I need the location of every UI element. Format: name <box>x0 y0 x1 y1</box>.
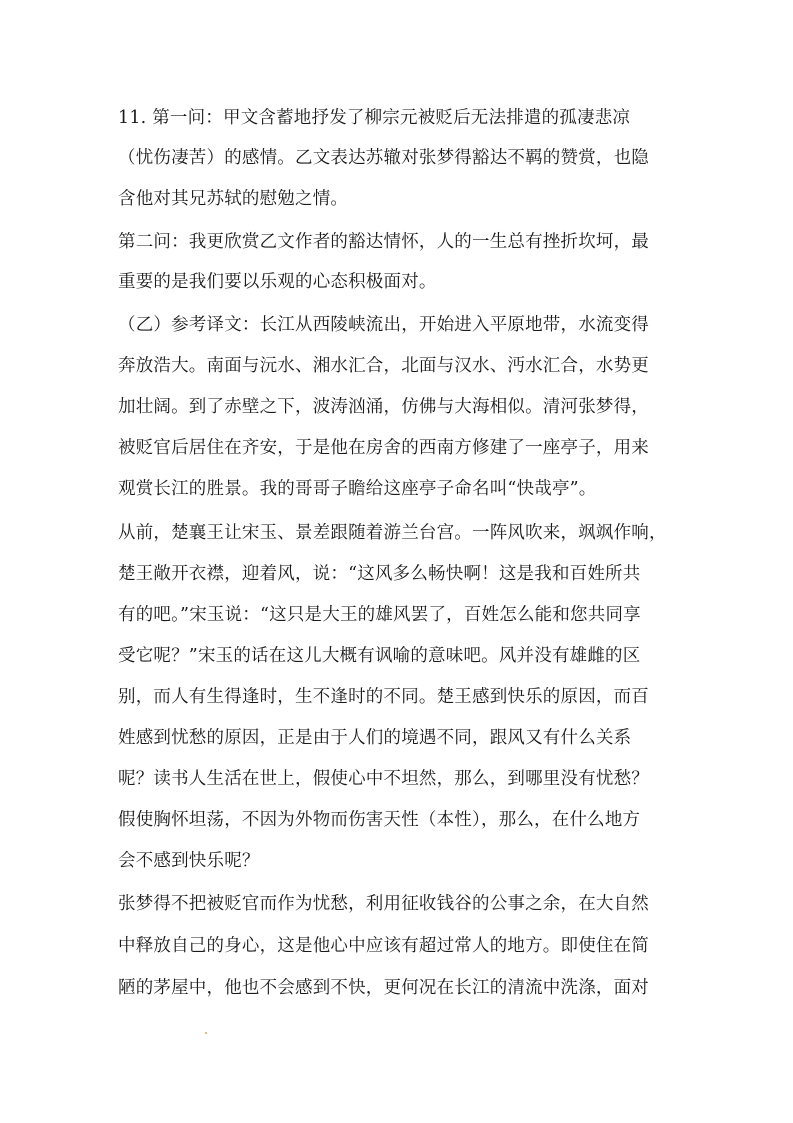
answer-11-line-3: 含他对其兄苏轼的慰勉之情。 <box>118 189 349 209</box>
translation-line-3: 加壮阔。到了赤壁之下，波涛汹涌，仿佛与大海相似。清河张梦得， <box>118 397 649 417</box>
scan-speck <box>205 1032 207 1034</box>
paragraph-2-line-6: 姓感到忧愁的原因，正是由于人们的境遇不同，跟风又有什么关系 <box>118 728 632 748</box>
translation-line-5: 观赏长江的胜景。我的哥哥子瞻给这座亭子命名叫“快哉亭”。 <box>118 479 597 499</box>
paragraph-2-line-3: 有的吧。”宋玉说：“这只是大王的雄风罢了，百姓怎么能和您共同享 <box>118 605 641 625</box>
paragraph-2-line-8: 假使胸怀坦荡，不因为外物而伤害天性（本性），那么，在什么地方 <box>118 810 641 830</box>
paragraph-3-line-2: 中释放自己的身心，这是他心中应该有超过常人的地方。即使住在简 <box>118 936 649 956</box>
paragraph-2-line-4: 受它呢？”宋玉的话在这儿大概有讽喻的意味吧。风并没有雄雌的区 <box>118 646 641 666</box>
paragraph-2-line-7: 呢？读书人生活在世上，假使心中不坦然，那么，到哪里没有忧愁？ <box>118 769 649 789</box>
second-question-line-2: 重要的是我们要以乐观的心态积极面对。 <box>118 272 437 292</box>
translation-line-1: （乙）参考译文：长江从西陵峡流出，开始进入平原地带，水流变得 <box>118 315 649 335</box>
paragraph-3-line-3: 陋的茅屋中，他也不会感到不快，更何况在长江的清流中洗涤，面对 <box>118 978 649 998</box>
answer-11-line-2: （忧伤凄苦）的感情。乙文表达苏辙对张梦得豁达不羁的赞赏，也隐 <box>118 148 649 168</box>
paragraph-2-line-9: 会不感到快乐呢？ <box>118 851 260 871</box>
paragraph-2-line-5: 别，而人有生得逢时，生不逢时的不同。楚王感到快乐的原因，而百 <box>118 687 649 707</box>
paragraph-2-line-2: 楚王敞开衣襟，迎着风，说：“这风多么畅快啊！这是我和百姓所共 <box>118 564 641 584</box>
translation-line-2: 奔放浩大。南面与沅水、湘水汇合，北面与汉水、沔水汇合，水势更 <box>118 356 649 376</box>
translation-line-4: 被贬官后居住在齐安，于是他在房舍的西南方修建了一座亭子，用来 <box>118 438 649 458</box>
paragraph-2-line-1: 从前，楚襄王让宋玉、景差跟随着游兰台宫。一阵风吹来，飒飒作响， <box>118 523 667 543</box>
paragraph-3-line-1: 张梦得不把被贬官而作为忧愁，利用征收钱谷的公事之余，在大自然 <box>118 894 649 914</box>
second-question-line-1: 第二问：我更欣赏乙文作者的豁达情怀，人的一生总有挫折坎坷，最 <box>118 232 649 252</box>
answer-11-line-1: 11. 第一问：甲文含蓄地抒发了柳宗元被贬后无法排遣的孤凄悲凉 <box>118 108 631 128</box>
